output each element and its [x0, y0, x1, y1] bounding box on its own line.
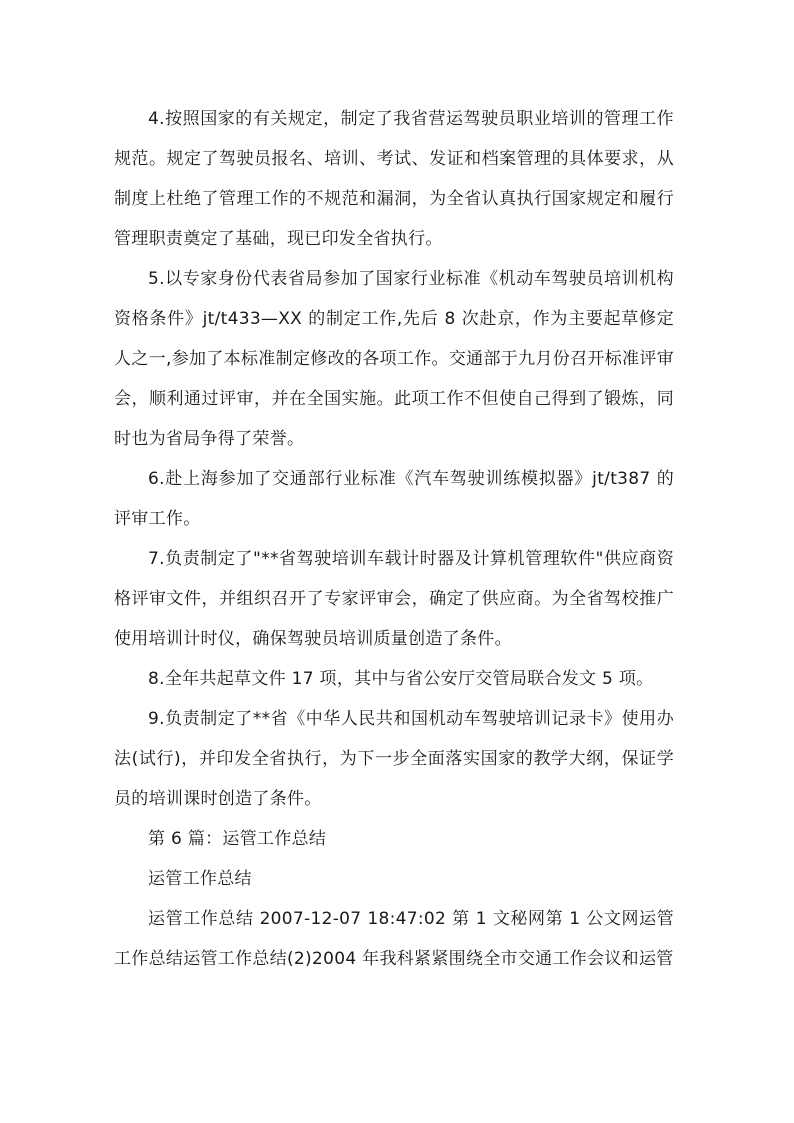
document-body [114, 99, 674, 979]
paragraph-item-8: 8.全年共起草文件 17 项，其中与省公安厅交管局联合发文 5 项。 [148, 669, 654, 689]
section-body-paragraph: 运管工作总结 2007-12-07 18:47:02 第 1 文秘网第 1 公文网运管工作总结运管工作总结(2)2004 年我科紧紧围绕全市交通工作会议和运管 [114, 909, 674, 969]
paragraph-item-6: 6.赴上海参加了交通部行业标准《汽车驾驶训练模拟器》jt/t387 的评审工作。 [114, 469, 674, 529]
paragraph-item-7: 7.负责制定了"**省驾驶培训车载计时器及计算机管理软件"供应商资格评审文件，并组织召开了专家评审会，确定了供应商。为全省驾校推广使用培训计时仪，确保驾驶员培训质量创造了条件。 [114, 549, 674, 649]
paragraph-item-5: 5.以专家身份代表省局参加了国家行业标准《机动车驾驶员培训机构资格条件》jt/t433—XX 的制定工作,先后 8 次赴京，作为主要起草修定人之一,参加了本标准制定修改的各项工作。交通部于九月份召开标准评审会，顺利通过评审，并在全国实施。此项工作不但使自己得到了锻炼，同时也为省局争得了荣誉。 [114, 269, 674, 449]
section-heading: 第 6 篇：运管工作总结 [148, 829, 327, 849]
paragraph-item-4: 4.按照国家的有关规定，制定了我省营运驾驶员职业培训的管理工作规范。规定了驾驶员报名、培训、考试、发证和档案管理的具体要求，从制度上杜绝了管理工作的不规范和漏洞，为全省认真执行国家规定和履行管理职责奠定了基础，现已印发全省执行。 [114, 109, 674, 249]
section-title: 运管工作总结 [148, 869, 252, 889]
paragraph-item-9: 9.负责制定了**省《中华人民共和国机动车驾驶培训记录卡》使用办法(试行)，并印发全省执行，为下一步全面落实国家的教学大纲，保证学员的培训课时创造了条件。 [114, 709, 674, 809]
